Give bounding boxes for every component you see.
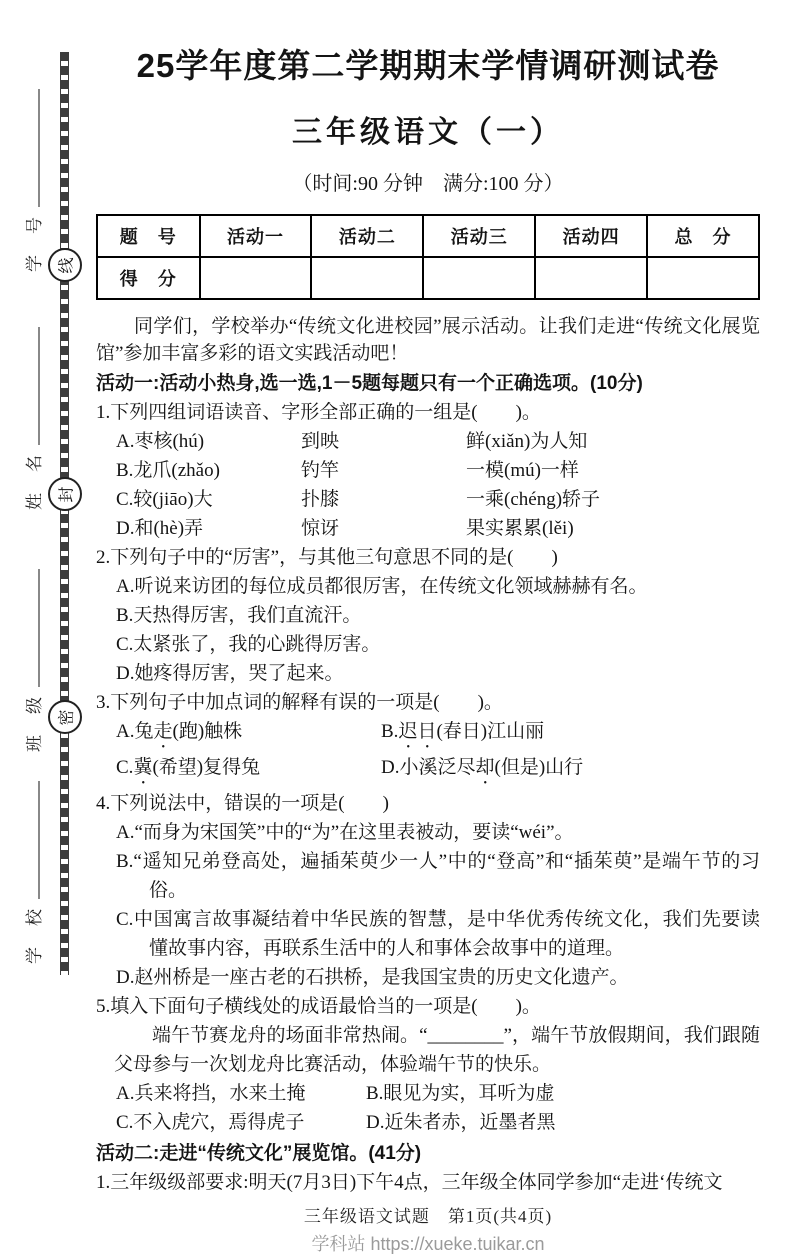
seal-char-mi: 密: [48, 700, 82, 734]
question-2-stem: 2.下列句子中的“厉害”，与其他三句意思不同的是( ): [96, 547, 558, 568]
option: A.兵来将挡，水来土掩: [116, 1083, 306, 1104]
option: A.“而身为宋国笑”中的“为”在这里表被动，要读“wéi”。: [116, 822, 574, 843]
option-cell: 果实累累(lěi): [466, 518, 574, 539]
score-header-cell: 活动三: [423, 215, 535, 257]
class-label: 班 级: [25, 695, 44, 752]
name-label: 姓 名: [25, 453, 44, 510]
option: A.听说来访团的每位成员都很厉害，在传统文化领域赫赫有名。: [116, 576, 648, 597]
option-cell: D.和(hè)弄: [116, 518, 204, 539]
option-cell: B.龙爪(zhǎo): [116, 460, 220, 481]
option: D.她疼得厉害，哭了起来。: [116, 663, 344, 684]
seal-dashed-line: [60, 52, 69, 975]
seal-char-xian: 线: [48, 248, 82, 282]
option-cell: A.枣核(hú): [116, 431, 205, 452]
seal-char-feng: 封: [48, 477, 82, 511]
watermark-url: 学科站 https://xueke.tuikar.cn: [311, 1234, 545, 1254]
question-4-stem: 4.下列说法中，错误的一项是( ): [96, 793, 389, 814]
page-subtitle: 三年级语文（一）: [292, 116, 564, 149]
intro-paragraph: 同学们，学校举办“传统文化进校园”展示活动。让我们走进“传统文化展览馆”参加丰富多彩的语文实践活动吧！: [96, 316, 760, 364]
option: B.“遥知兄弟登高处，遍插茱萸少一人”中的“登高”和“插茱萸”是端午节的习俗。: [116, 851, 760, 901]
option-row: [116, 485, 760, 514]
option: C.不入虎穴，焉得虎子: [116, 1112, 305, 1133]
class-blank: [21, 569, 40, 687]
option-row: [116, 456, 760, 485]
score-row-label: 得 分: [97, 257, 200, 299]
option: B.眼见为实，耳听为虚: [366, 1083, 555, 1104]
question-5: [96, 992, 760, 1137]
student-id-blank: [21, 89, 40, 207]
score-cell: [423, 257, 535, 299]
question-2-options: [96, 572, 760, 688]
activity2-question-1-stem: 1.三年级级部要求:明天(7月3日)下午4点，三年级全体同学参加“走进‘传统文: [96, 1172, 723, 1193]
option-cell: 一模(mú)一样: [466, 460, 579, 481]
option: B.迟日(春日)江山丽: [381, 721, 545, 742]
option-cell: 惊讶: [301, 518, 340, 539]
score-cell: [647, 257, 759, 299]
activity1-heading: 活动一:活动小热身,选一选,1－5题每题只有一个正确选项。(10分): [96, 373, 643, 394]
score-header-cell: 题 号: [97, 215, 200, 257]
score-table-header-row: [97, 215, 759, 257]
margin-field-name: [20, 327, 45, 510]
page-title: 25学年度第二学期期末学情调研测试卷: [136, 47, 720, 84]
school-label: 学 校: [25, 907, 44, 964]
exam-page: [96, 40, 760, 1256]
question-3: [96, 688, 760, 789]
option: A.兔走(跑)触株: [116, 721, 243, 742]
option-cell: C.较(jiāo)大: [116, 489, 213, 510]
score-header-cell: 活动四: [535, 215, 647, 257]
question-4-options: [96, 818, 760, 992]
option: C.中国寓言故事凝结着中华民族的智慧，是中华优秀传统文化，我们先要读懂故事内容，再联系生活中的人和事体会故事中的道理。: [116, 909, 760, 959]
option-cell: 鲜(xiǎn)为人知: [466, 431, 588, 452]
option: D.赵州桥是一座古老的石拱桥，是我国宝贵的历史文化遗产。: [116, 967, 629, 988]
score-header-cell: 活动一: [200, 215, 312, 257]
question-1: [96, 398, 760, 543]
question-4: [96, 789, 760, 992]
option-cell: 钓竿: [301, 460, 340, 481]
option-cell: 扑膝: [301, 489, 340, 510]
school-blank: [21, 781, 40, 899]
option-row: [116, 1108, 760, 1137]
score-header-cell: 总 分: [647, 215, 759, 257]
activity2-heading: 活动二:走进“传统文化”展览馆。(41分): [96, 1143, 422, 1164]
question-5-options: [96, 1079, 760, 1137]
score-cell: [200, 257, 312, 299]
option: C.太紧张了，我的心跳得厉害。: [116, 634, 381, 655]
option-row: [116, 753, 760, 789]
margin-field-school: [20, 781, 45, 964]
score-cell: [535, 257, 647, 299]
question-3-options: [96, 717, 760, 789]
score-cell: [311, 257, 423, 299]
question-1-stem: 1.下列四组词语读音、字形全部正确的一组是( )。: [96, 402, 541, 423]
activity2-question-1: [96, 1168, 760, 1197]
margin-field-student-id: [20, 89, 45, 272]
question-1-options: [96, 427, 760, 543]
option-cell: 到映: [301, 431, 340, 452]
option: D.小溪泛尽却(但是)山行: [381, 757, 584, 778]
option-cell: 一乘(chéng)轿子: [466, 489, 601, 510]
margin-field-class: [20, 569, 45, 752]
option-row: [116, 427, 760, 456]
score-table-score-row: [97, 257, 759, 299]
option-row: [116, 717, 760, 753]
option-row: [116, 1079, 760, 1108]
option: D.近朱者赤，近墨者黑: [366, 1112, 556, 1133]
name-blank: [21, 327, 40, 445]
question-2: [96, 543, 760, 688]
question-5-passage: 端午节赛龙舟的场面非常热闹。“________”，端午节放假期间，我们跟随父母参与一次划龙舟比赛活动，体验端午节的快乐。: [114, 1025, 760, 1075]
score-header-cell: 活动二: [311, 215, 423, 257]
exam-meta: （时间:90 分钟 满分:100 分）: [292, 173, 564, 195]
score-table: [96, 214, 760, 300]
student-id-label: 学 号: [25, 215, 44, 272]
option: B.天热得厉害，我们直流汗。: [116, 605, 362, 626]
page-footer: 三年级语文试题 第1页(共4页): [303, 1207, 553, 1226]
question-3-stem: 3.下列句子中加点词的解释有误的一项是( )。: [96, 692, 503, 713]
option-row: [116, 514, 760, 543]
question-5-stem: 5.填入下面句子横线处的成语最恰当的一项是( )。: [96, 996, 541, 1017]
option: C.冀(希望)复得兔: [116, 757, 261, 778]
